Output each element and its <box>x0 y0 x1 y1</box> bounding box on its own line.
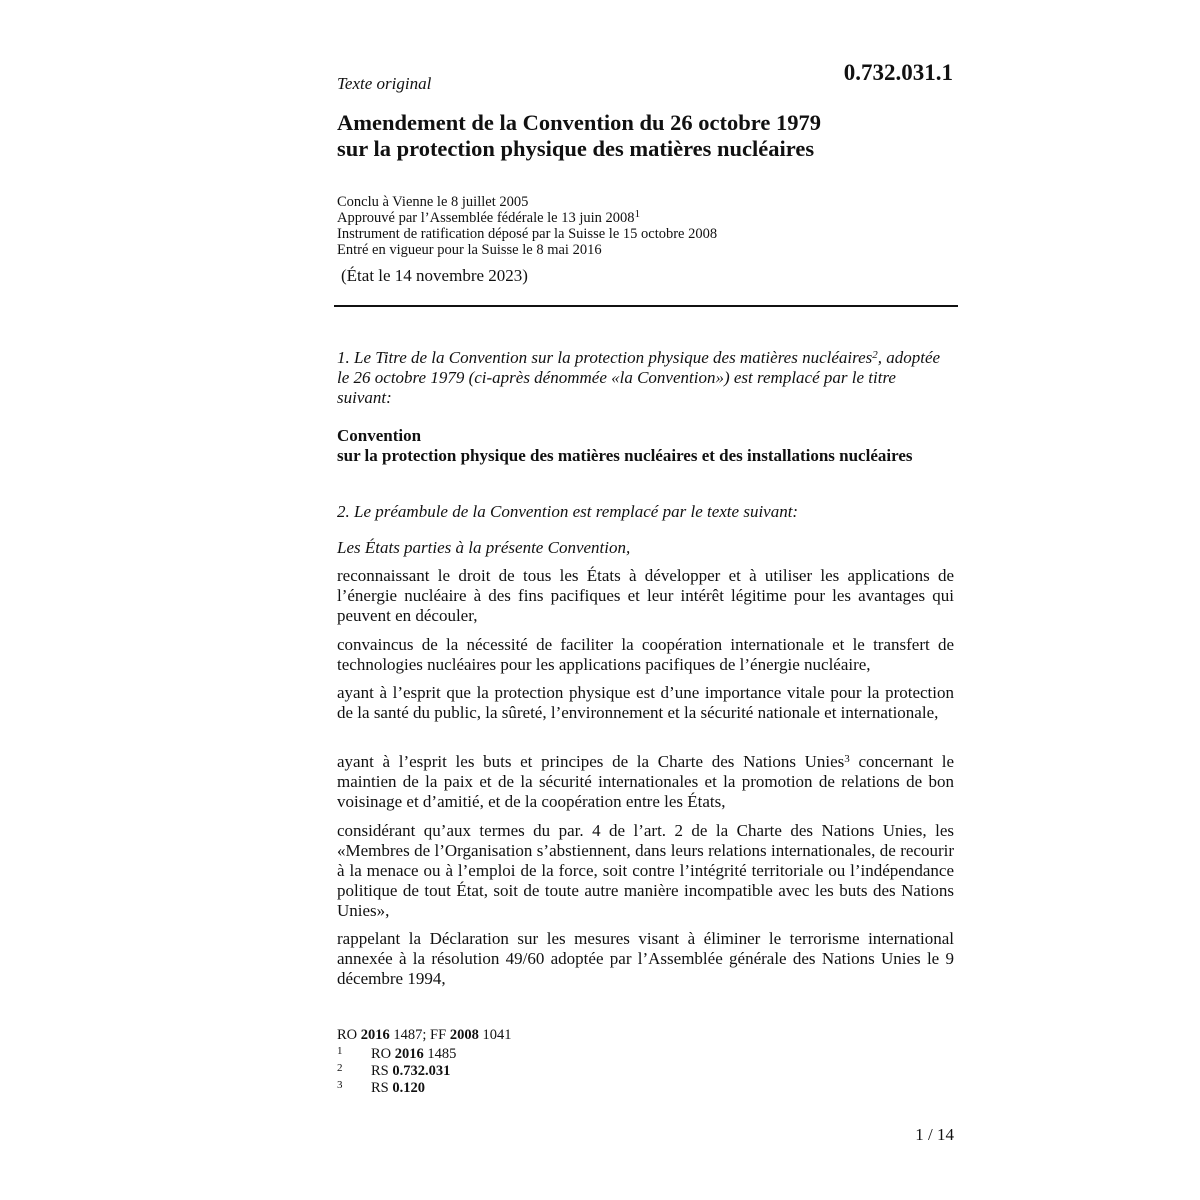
document-title <box>337 110 821 162</box>
convention-title-line-2: sur la protection physique des matières nucléaires et des installations nucléaires <box>337 446 913 465</box>
meta-approuve-text: Approuvé par l’Assemblée fédérale le 13 juin 2008 <box>337 210 635 226</box>
footnote-number: 3 <box>337 1079 343 1091</box>
rs-number: 0.732.031.1 <box>843 60 953 85</box>
footnote-text <box>371 1046 456 1063</box>
footnote-ref-1[interactable]: 1 <box>634 208 641 220</box>
footnote-text <box>371 1063 450 1080</box>
preamble-paragraph-5: considérant qu’aux termes du par. 4 de l’art. 2 de la Charte des Nations Unies, les «Membres de l’Organisation s’abstiennent, dans leurs relations internationales, de recourir à la menace ou à l’emploi de la force, soit contre l’intégrité territoriale ou l’indépendance politique de tout État, soit de toute autre manière incompatible avec les buts des Nations Unies», <box>337 821 954 920</box>
footnote-prefix: RO <box>371 1046 395 1062</box>
title-line-1: Amendement de la Convention du 26 octobre 1979 <box>337 110 821 135</box>
ref-ff-year: 2008 <box>449 1027 479 1043</box>
preamble-paragraph-4-b: concernant le maintien de la paix et de la sécurité internationales et la promotion de relations de bon voisinage et d’amitié, et de la coopération entre les États, <box>337 752 954 811</box>
meta-vigueur: Entré en vigueur pour la Suisse le 8 mai 2016 <box>337 242 602 258</box>
footnote-text <box>371 1080 425 1097</box>
preamble-paragraph-3: ayant à l’esprit que la protection physique est d’une importance vitale pour la protection de la santé du public, la sûreté, l’environnement et la sécurité nationale et internationale, <box>337 683 954 722</box>
publication-reference <box>337 1027 511 1044</box>
section-1-text-b: , adoptée le 26 octobre 1979 (ci-après dénommée «la Convention») est remplacé par le titre suivant: <box>337 348 941 407</box>
footnote-bold: 0.120 <box>392 1080 425 1096</box>
footnote-bold: 0.732.031 <box>392 1063 451 1079</box>
page-number: 1 / 14 <box>915 1125 954 1144</box>
section-2-intro: 2. Le préambule de la Convention est remplacé par le texte suivant: <box>337 502 799 521</box>
footnote-3 <box>337 1080 511 1097</box>
parties-line: Les États parties à la présente Convention, <box>337 538 631 557</box>
title-line-2: sur la protection physique des matières nucléaires <box>337 136 815 161</box>
preamble-paragraph-4-a: ayant à l’esprit les buts et principes de la Charte des Nations Unies <box>337 752 845 771</box>
texte-original-label: Texte original <box>337 74 432 93</box>
footnote-bold: 2016 <box>394 1046 424 1062</box>
footnote-number: 2 <box>337 1062 343 1074</box>
footnote-ref-2[interactable]: 2 <box>872 349 878 361</box>
section-1 <box>337 348 954 408</box>
section-1-text-a: 1. Le Titre de la Convention sur la protection physique des matières nucléaires <box>337 348 873 367</box>
meta-approuve <box>337 210 717 226</box>
header-divider <box>334 305 958 307</box>
meta-instrument: Instrument de ratification déposé par la Suisse le 15 octobre 2008 <box>337 226 718 242</box>
footnote-2 <box>337 1063 511 1080</box>
etat-date: (État le 14 novembre 2023) <box>341 266 528 285</box>
ref-ro-year: 2016 <box>360 1027 390 1043</box>
meta-conclu: Conclu à Vienne le 8 juillet 2005 <box>337 194 529 210</box>
preamble-paragraph-2: convaincus de la nécessité de faciliter la coopération internationale et le transfert de technologies nucléaires pour les applications pacifiques de l’énergie nucléaire, <box>337 635 954 674</box>
footnote-suffix: 1485 <box>423 1046 457 1062</box>
ref-ff-page: 1041 <box>478 1027 512 1043</box>
ref-ro-page: 1487; FF <box>389 1027 450 1043</box>
footnote-prefix: RS <box>371 1063 393 1079</box>
preamble-paragraph-4 <box>337 752 954 812</box>
document-metadata <box>337 194 717 258</box>
footnote-1 <box>337 1046 511 1063</box>
footnote-prefix: RS <box>371 1080 393 1096</box>
convention-title <box>337 426 913 466</box>
footnote-ref-3[interactable]: 3 <box>844 753 850 765</box>
preamble-paragraph-1: reconnaissant le droit de tous les États à développer et à utiliser les applications de l’énergie nucléaire à des fins pacifiques et leur intérêt légitime pour les avantages qui peuvent en découler, <box>337 566 954 625</box>
footnotes <box>337 1027 511 1097</box>
convention-title-line-1: Convention <box>337 426 422 445</box>
preamble-paragraph-6: rappelant la Déclaration sur les mesures visant à éliminer le terrorisme international annexée à la résolution 49/60 adoptée par l’Assemblée générale des Nations Unies le 9 décembre 1994, <box>337 929 954 988</box>
footnote-number: 1 <box>337 1045 343 1057</box>
ref-ro-label: RO <box>337 1027 361 1043</box>
